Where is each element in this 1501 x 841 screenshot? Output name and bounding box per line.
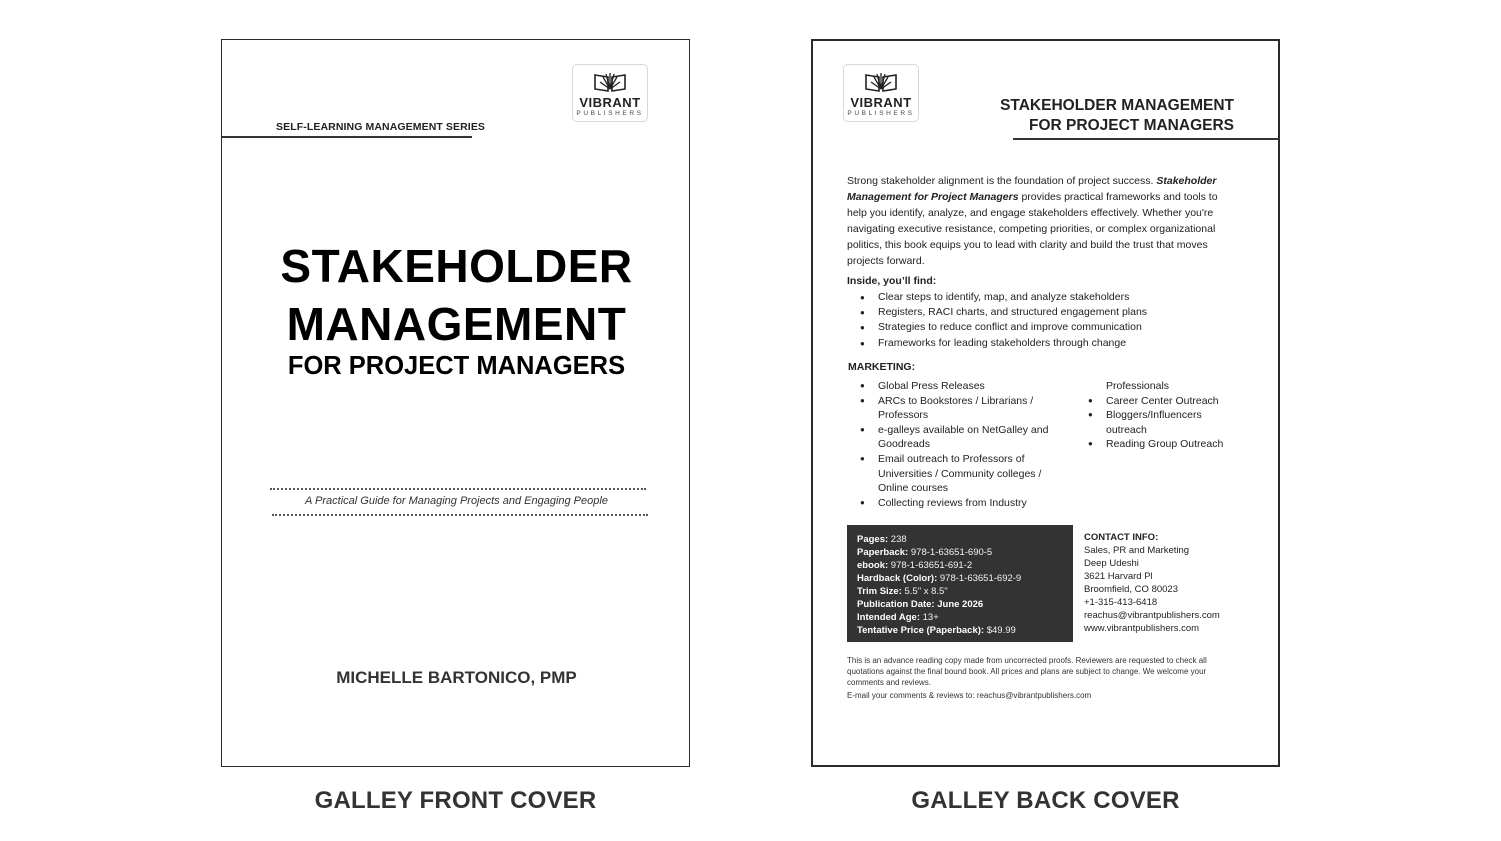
fact-value: 238	[888, 534, 907, 545]
list-item: ● e-galleys available on NetGalley and Goodreads	[847, 423, 1057, 452]
title-line-2: MANAGEMENT	[286, 298, 627, 350]
contact-website[interactable]: www.vibrantpublishers.com	[1084, 623, 1200, 634]
list-item: ● Frameworks for leading stakeholders through change	[847, 336, 1147, 351]
open-book-icon	[863, 69, 899, 95]
series-label: SELF-LEARNING MANAGEMENT SERIES	[276, 121, 486, 133]
contact-line: Broomfield, CO 80023	[1084, 584, 1178, 595]
fact-value: $49.99	[984, 625, 1016, 636]
fact-row	[857, 533, 1063, 546]
inside-list	[847, 290, 1147, 351]
list-item: ● Registers, RACI charts, and structured engagement plans	[847, 305, 1147, 320]
contact-heading: CONTACT INFO:	[1084, 532, 1159, 543]
logo-name: VIBRANT	[850, 95, 912, 110]
contact-line: Deep Udeshi	[1084, 558, 1139, 569]
fact-row	[857, 559, 1063, 572]
contact-line: Sales, PR and Marketing	[1084, 545, 1190, 556]
fact-label: Pages:	[857, 534, 889, 545]
fact-value: 978-1-63651-691-2	[888, 560, 973, 571]
list-item: ● Strategies to reduce conflict and improve communication	[847, 320, 1147, 335]
list-item-continued: Professionals	[1106, 380, 1170, 392]
list-item: ● Bloggers/Influencers outreach	[1075, 408, 1235, 437]
desc-text-2: provides practical frameworks and tools to help you identify, analyze, and engage stakeholders effectively. Whether you're navigating executive resistance, competing priorities, or complex organizational politics, this book equips you to lead with clarity and build the trust that moves projects forward.	[847, 191, 1218, 267]
series-rule	[222, 136, 472, 138]
fact-row	[857, 624, 1063, 637]
fact-label: Tentative Price (Paperback):	[857, 625, 985, 636]
contact-line: 3621 Harvard Pl	[1084, 571, 1153, 582]
list-item: ● ARCs to Bookstores / Librarians / Professors	[847, 394, 1057, 423]
fact-label: Paperback:	[857, 547, 909, 558]
fact-label: ebook:	[857, 560, 889, 571]
open-book-icon	[592, 69, 628, 95]
title-line-3: FOR PROJECT MANAGERS	[287, 352, 626, 380]
fact-row	[857, 585, 1063, 598]
contact-email[interactable]: reachus@vibrantpublishers.com	[1084, 610, 1220, 621]
title-line-1: STAKEHOLDER	[280, 240, 633, 292]
publisher-logo	[843, 64, 919, 122]
fact-label: Intended Age:	[857, 612, 920, 623]
marketing-list-col-2	[1075, 379, 1235, 452]
logo-sub: PUBLISHERS	[576, 110, 644, 117]
galley-front-cover	[221, 39, 690, 767]
inside-heading: Inside, you’ll find:	[847, 275, 937, 287]
fact-row	[857, 546, 1063, 559]
back-title-rule	[1013, 138, 1280, 140]
list-item: ● Career Center Outreach	[1075, 394, 1235, 409]
front-cover-caption: GALLEY FRONT COVER	[314, 787, 597, 814]
dotted-divider-top	[270, 488, 646, 490]
back-title-line-2: FOR PROJECT MANAGERS	[1029, 117, 1234, 134]
fact-label: Hardback (Color):	[857, 573, 938, 584]
book-description	[847, 173, 1237, 269]
logo-name: VIBRANT	[579, 95, 641, 110]
contact-line: +1-315-413-6418	[1084, 597, 1158, 608]
fact-value: 13+	[919, 612, 939, 623]
publisher-logo	[572, 64, 648, 122]
list-item: ● Clear steps to identify, map, and analyze stakeholders	[847, 290, 1147, 305]
list-item: ● Reading Group Outreach	[1075, 437, 1235, 452]
book-facts-box	[847, 525, 1073, 642]
galley-back-cover	[811, 39, 1280, 767]
list-item: ● Collecting reviews from Industry	[847, 496, 1057, 511]
desc-book-title: Stakeholder Management for Project Managers	[847, 175, 1217, 203]
fact-row	[857, 572, 1063, 585]
desc-text-1: Strong stakeholder alignment is the foundation of project success.	[847, 175, 1157, 187]
back-cover-caption: GALLEY BACK COVER	[911, 787, 1180, 814]
fact-row	[857, 611, 1063, 624]
fact-value: 978-1-63651-692-9	[937, 573, 1022, 584]
fact-label: Trim Size:	[857, 586, 902, 597]
fact-value: 5.5" x 8.5"	[901, 586, 948, 597]
author-name: MICHELLE BARTONICO, PMP	[336, 668, 577, 687]
contact-info	[1084, 531, 1220, 635]
fact-value: 978-1-63651-690-5	[908, 547, 993, 558]
review-email-line: E-mail your comments & reviews to: reachus@vibrantpublishers.com	[847, 691, 1092, 700]
book-subtitle: A Practical Guide for Managing Projects and Engaging People	[305, 495, 608, 507]
logo-sub: PUBLISHERS	[847, 110, 915, 117]
marketing-list-col-1	[847, 379, 1057, 510]
fact-row	[857, 598, 1063, 611]
list-item: ● Email outreach to Professors of Universities / Community colleges / Online courses	[847, 452, 1057, 496]
disclaimer: This is an advance reading copy made from uncorrected proofs. Reviewers are requested to check all quotations against the final bound book. All prices and plans are subject to change. We welcome your comments and reviews.	[847, 656, 1207, 687]
back-title-line-1: STAKEHOLDER MANAGEMENT	[1000, 97, 1234, 114]
fact-label: Publication Date: June 2026	[857, 599, 984, 610]
marketing-heading: MARKETING:	[848, 361, 916, 373]
dotted-divider-bottom	[272, 514, 648, 516]
list-item: ● Global Press Releases	[847, 379, 1057, 394]
